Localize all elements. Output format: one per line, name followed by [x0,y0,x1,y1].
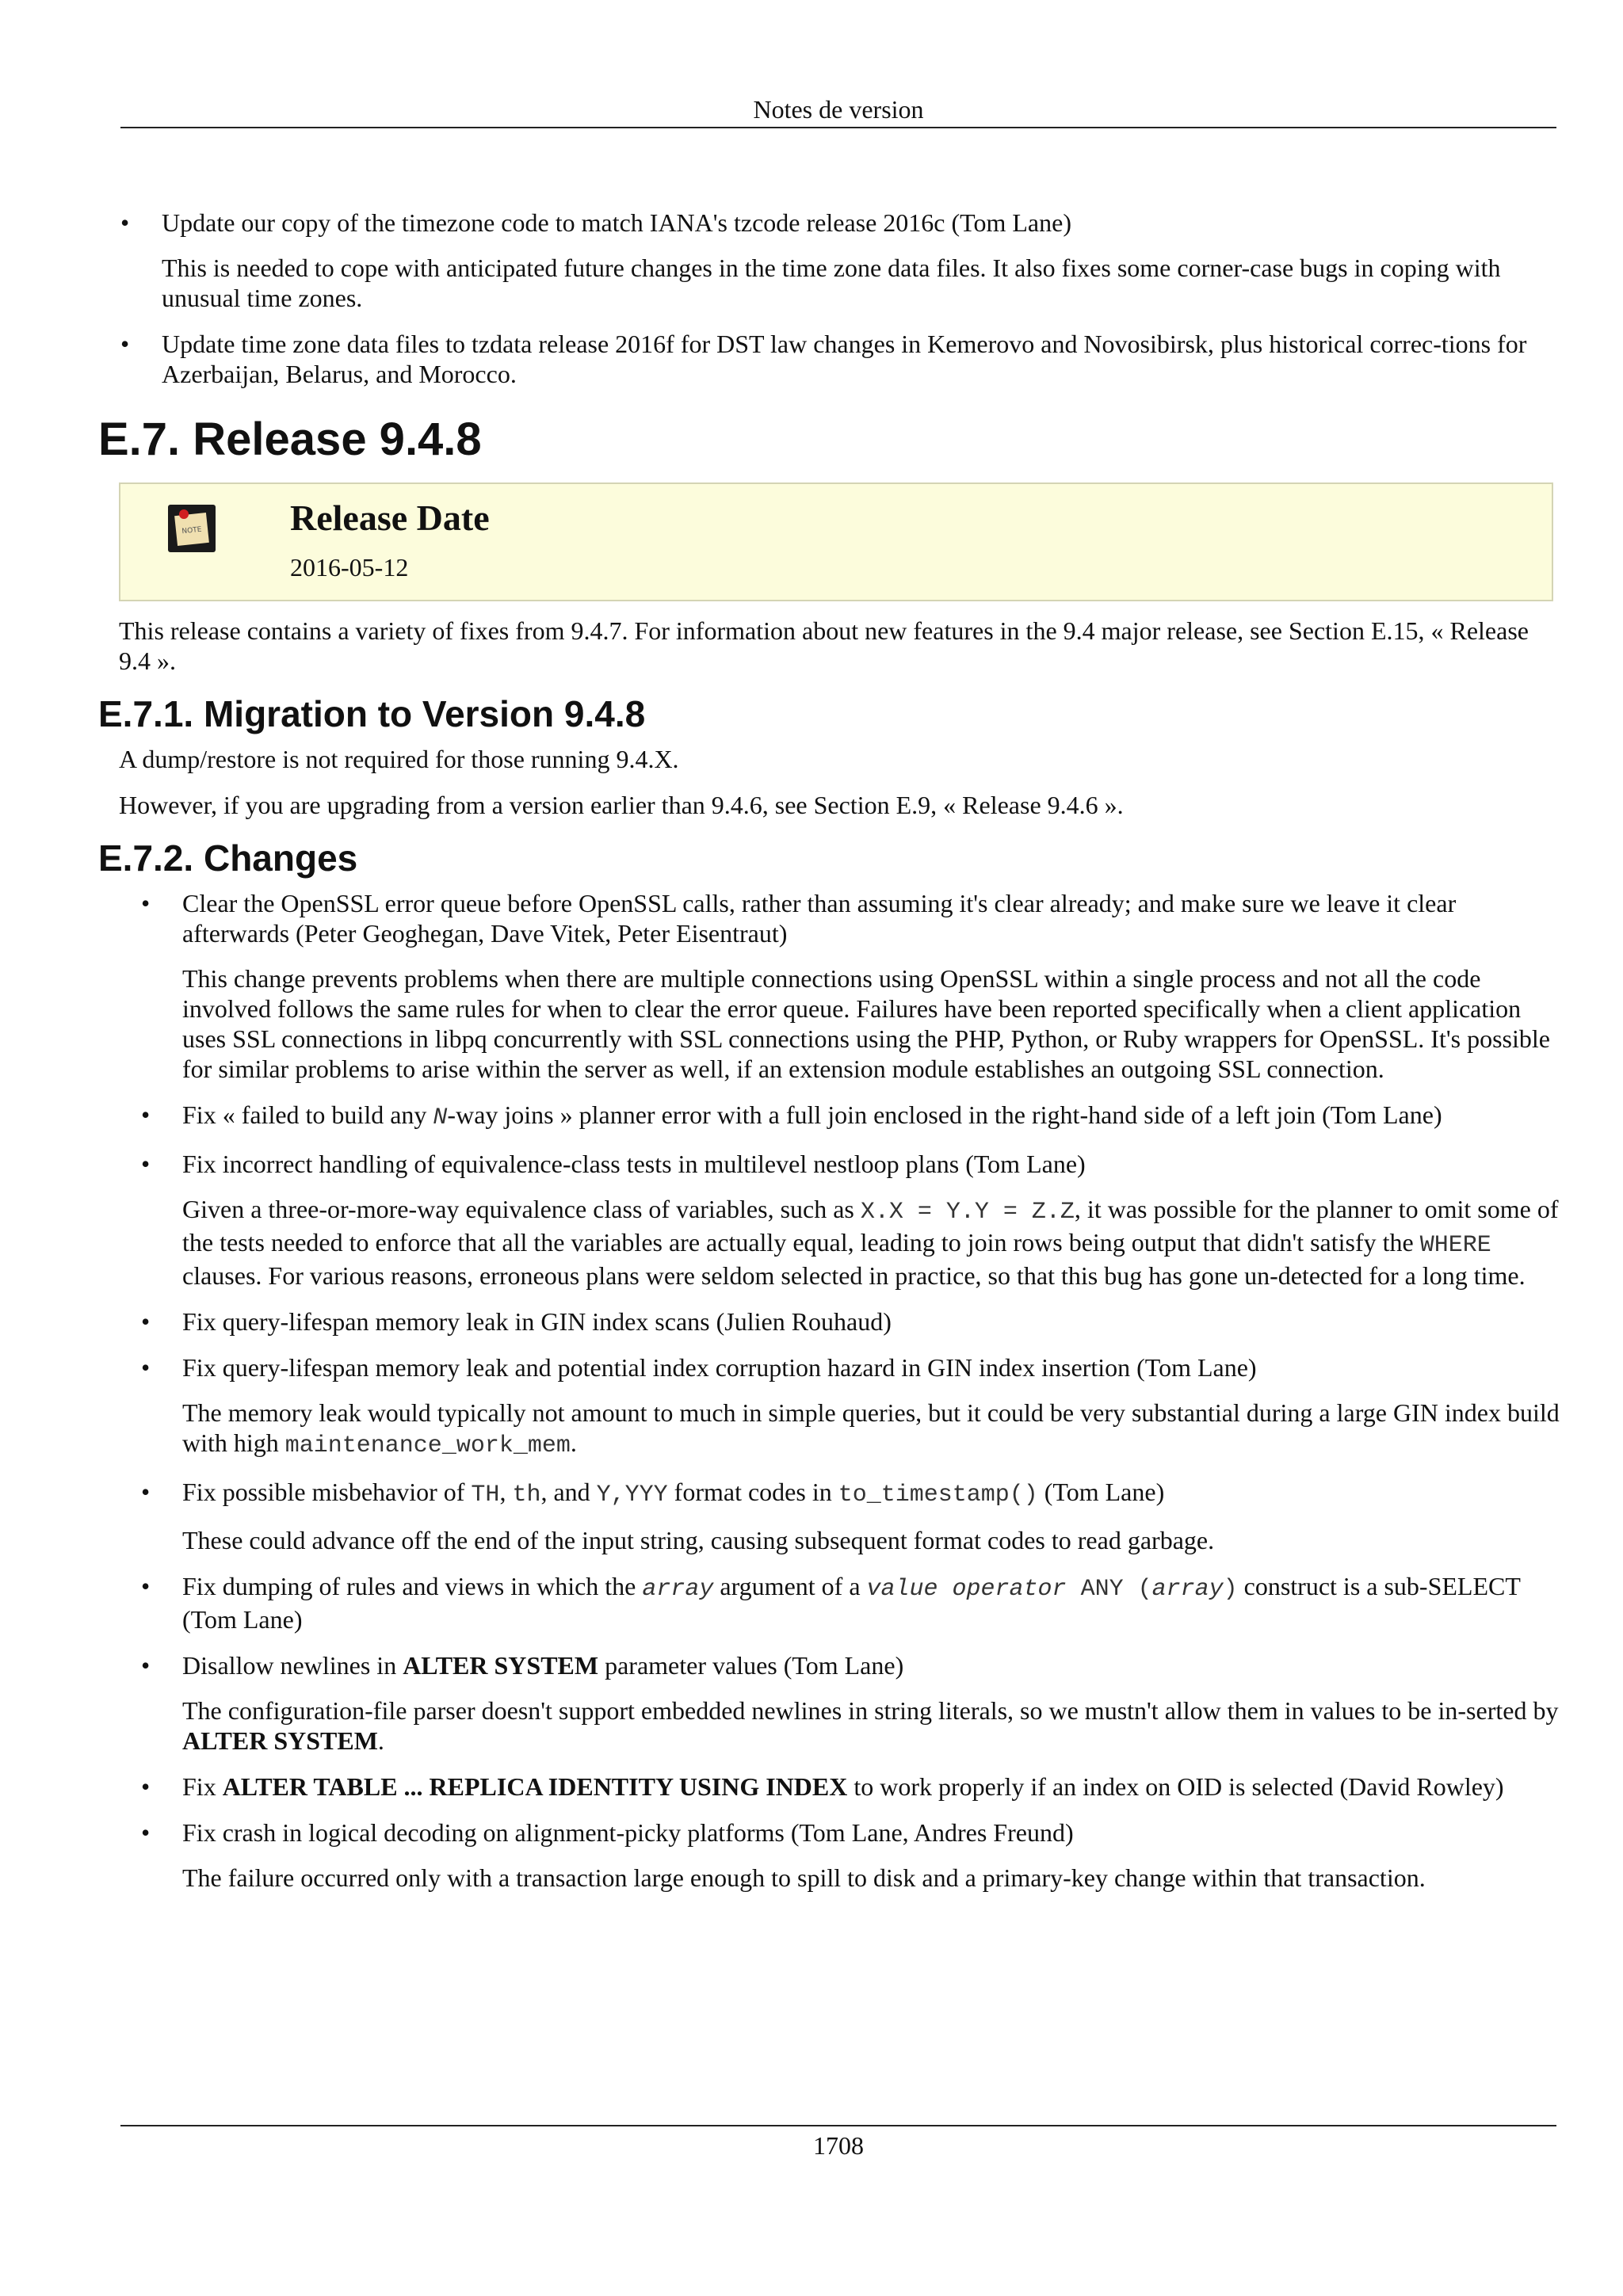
list-item [119,888,1564,1084]
code-span: X.X = Y.Y = Z.Z [860,1199,1075,1226]
code-span: array [1151,1576,1224,1603]
code-span: WHERE [1419,1232,1491,1259]
item-text [182,1772,1564,1802]
changes-items [119,888,1564,1893]
item-text: • Update our copy of the timezone code to match IANA's tzcode release 2016c (Tom Lane) [162,208,1071,237]
page-number: 1708 [813,2131,864,2160]
list-item [119,1772,1564,1802]
text-span: parameter values (Tom Lane) [598,1651,904,1680]
item-desc: The failure occurred only with a transaction large enough to spill to disk and a primary-key change within that transaction. [182,1863,1426,1892]
list-item [98,208,1564,313]
text-span: , [499,1478,513,1506]
bold-span: ALTER SYSTEM [403,1651,599,1680]
list-item [119,1149,1564,1291]
item-text: • Fix query-lifespan memory leak and potential index corruption hazard in GIN index insertion (Tom Lane) [182,1353,1257,1382]
text-span: Fix dumping of rules and views in which the [182,1572,643,1600]
bold-span: ALTER TABLE ... REPLICA IDENTITY USING INDEX [222,1772,848,1801]
release-date-note [119,482,1553,601]
text-span: Fix possible misbehavior of [182,1478,472,1506]
text-span: The memory leak would typically not amount to much in simple queries, but it could be very substantial during a large GIN index build with high [182,1398,1560,1457]
code-span: ANY ( [1066,1576,1152,1603]
migration-title: E.7.1. Migration to Version 9.4.8 [98,693,646,734]
changes-list [119,888,1564,1893]
changes-title: E.7.2. Changes [98,837,358,879]
text-span: to work properly if an index on OID is selected (David Rowley) [847,1772,1504,1801]
code-span: maintenance_work_mem [285,1432,571,1459]
item-desc: This change prevents problems when there are multiple connections using OpenSSL within a single process and not all the code involved follows the same rules for when to clear the error queue. Failures have been reported specifically when a client application uses SSL connections in libpq concurrently with SSL connections using the PHP, Python, or Ruby wrappers for OpenSSL. It's possible for similar problems to arise within the server as well, if an extension module establishes an outgoing SSL connection. [182,964,1550,1083]
list-item [119,1817,1564,1893]
text-span: , it was possible for the planner to omit some of the tests needed to enforce that all the variables are actually equal, leading to join rows being output that didn't satisfy the [182,1195,1559,1257]
running-header [120,93,1556,128]
item-text: • Fix crash in logical decoding on alignment-picky platforms (Tom Lane, Andres Freund) [182,1818,1074,1847]
list-item [98,329,1564,389]
release-date: 2016-05-12 [290,553,409,582]
text-span: . [570,1428,577,1457]
note-title: Release Date [290,498,490,538]
text-span: , and [540,1478,597,1506]
running-footer [120,2125,1556,2161]
list-item [119,1100,1564,1133]
code-span: TH [471,1482,500,1508]
list-item [119,1306,1564,1337]
code-span: th [512,1482,541,1508]
text-span: Fix « failed to build any [182,1100,433,1129]
item-desc [182,1194,1564,1291]
item-text [182,1100,1564,1133]
text-span: construct is a sub-SELECT (Tom Lane) [182,1572,1521,1634]
code-span: array [642,1576,714,1603]
item-desc [182,1398,1564,1461]
list-item [119,1571,1564,1634]
list-item [119,1352,1564,1461]
item-desc [182,1695,1564,1756]
code-span: Y,YYY [596,1482,668,1508]
migration-p1: A dump/restore is not required for those running 9.4.X. [119,745,679,773]
text-span: Disallow newlines in [182,1651,403,1680]
code-span: to_timestamp() [838,1482,1038,1508]
item-desc: These could advance off the end of the input string, causing subsequent format codes to read garbage. [182,1526,1215,1554]
note-icon [168,505,216,552]
bold-span: ALTER SYSTEM [182,1726,378,1755]
text-span: Given a three-or-more-way equivalence class of variables, such as [182,1195,861,1223]
text-span: . [377,1726,384,1755]
item-desc: This is needed to cope with anticipated future changes in the time zone data files. It also fixes some corner-case bugs in coping with unusual time zones. [162,254,1501,312]
section-intro: This release contains a variety of fixes from 9.4.7. For information about new features in the 9.4 major release, see Section E.15, « Release 9.4 ». [119,616,1529,675]
pin-icon [179,509,189,519]
item-text: • Clear the OpenSSL error queue before OpenSSL calls, rather than assuming it's clear already; and make sure we leave it clear afterwards (Peter Geoghegan, Dave Vitek, Peter Eisentraut) [182,889,1457,948]
running-header-title: Notes de version [753,95,924,124]
text-span: The configuration-file parser doesn't support embedded newlines in string literals, so we mustn't allow them in values to be in-serted by [182,1696,1559,1725]
text-span: argument of a [713,1572,867,1600]
item-text [182,1477,1564,1510]
list-item [119,1650,1564,1756]
item-text: • Update time zone data files to tzdata release 2016f for DST law changes in Kemerovo and Novosibirsk, plus historical correc-tions for Azerbaijan, Belarus, and Morocco. [162,330,1527,388]
item-text: • Fix query-lifespan memory leak in GIN index scans (Julien Rouhaud) [182,1307,892,1336]
text-span: Fix [182,1772,223,1801]
code-span: N [433,1104,448,1131]
text-span: -way joins » planner error with a full join enclosed in the right-hand side of a left join (Tom Lane) [447,1100,1442,1129]
text-span: format codes in [667,1478,838,1506]
section-title: E.7. Release 9.4.8 [98,414,482,465]
item-text [182,1650,1564,1680]
migration-p2: However, if you are upgrading from a version earlier than 9.4.6, see Section E.9, « Release 9.4.6 ». [119,791,1124,819]
note-icon-label: NOTE [181,525,202,536]
page-content [98,208,1564,1909]
list-item [119,1477,1564,1555]
item-text: • Fix incorrect handling of equivalence-class tests in multilevel nestloop plans (Tom Lane) [182,1150,1086,1178]
code-span: ) [1223,1576,1238,1603]
intro-list [98,208,1564,389]
code-span: value operator [866,1576,1067,1603]
text-span: (Tom Lane) [1037,1478,1165,1506]
item-text [182,1571,1564,1634]
text-span: clauses. For various reasons, erroneous plans were seldom selected in practice, so that this bug has gone un-detected for a long time. [182,1261,1526,1290]
